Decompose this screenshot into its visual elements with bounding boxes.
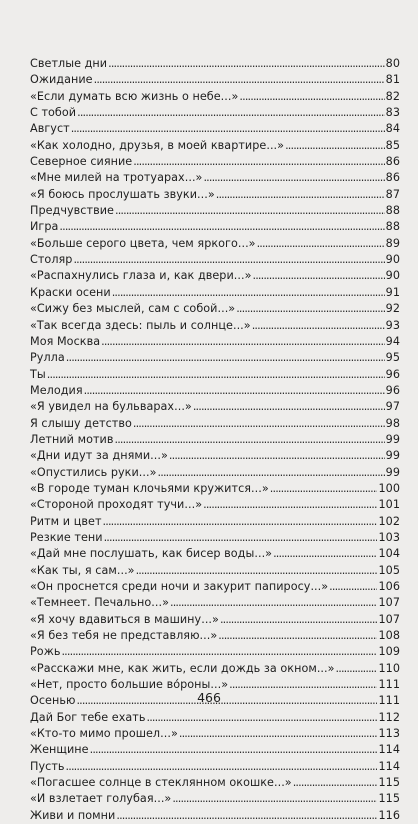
dot-leader: [170, 595, 377, 611]
dot-leader: [47, 367, 385, 383]
toc-entry-title: Мелодия: [30, 383, 83, 397]
toc-entry-title: Женщине: [30, 743, 89, 757]
toc-entry-page: 112: [378, 710, 400, 724]
dot-leader: [329, 579, 377, 595]
toc-entry-title: «Стороной проходят тучи...»: [30, 498, 203, 512]
toc-entry-page: 82: [385, 89, 400, 103]
dot-leader: [61, 644, 377, 660]
dot-leader: [66, 759, 378, 775]
toc-entry: [30, 579, 400, 595]
toc-entry: [30, 775, 400, 791]
toc-entry: [30, 791, 400, 807]
toc-entry: [30, 219, 400, 235]
toc-entry: [30, 252, 400, 268]
toc-entry-title: «Я боюсь прослушать звуки...»: [30, 187, 215, 201]
dot-leader: [115, 432, 385, 448]
toc-entry: [30, 187, 400, 203]
toc-entry-page: 113: [378, 727, 400, 741]
dot-leader: [236, 301, 384, 317]
dot-leader: [218, 628, 377, 644]
dot-leader: [108, 56, 385, 72]
toc-entry: [30, 367, 400, 383]
dot-leader: [71, 121, 385, 137]
toc-entry-title: Живи и помни: [30, 808, 116, 822]
toc-entry-page: 92: [385, 302, 400, 316]
toc-entry-page: 95: [385, 351, 400, 365]
toc-entry-title: «Погасшее солнце в стеклянном окошке...»: [30, 776, 292, 790]
toc-entry-title: Резкие тени: [30, 530, 103, 544]
toc-entry-title: «Дай мне послушать, как бисер воды...»: [30, 547, 273, 561]
toc-entry: [30, 350, 400, 366]
toc-entry-title: Ты: [30, 367, 46, 381]
toc-entry-title: Я слышу детство: [30, 416, 132, 430]
toc-entry: [30, 759, 400, 775]
toc-entry: [30, 448, 400, 464]
toc-entry: [30, 301, 400, 317]
toc-entry-page: 96: [385, 367, 400, 381]
toc-entry-page: 108: [378, 629, 400, 643]
toc-entry-title: Август: [30, 122, 70, 136]
toc-entry: [30, 105, 400, 121]
toc-entry-page: 110: [378, 661, 400, 675]
dot-leader: [73, 252, 384, 268]
toc-entry-title: «Я увидел на бульварах...»: [30, 400, 192, 414]
toc-entry-page: 93: [385, 318, 400, 332]
dot-leader: [336, 661, 378, 677]
dot-leader: [133, 154, 384, 170]
toc-entry: [30, 236, 400, 252]
toc-entry: [30, 644, 400, 660]
toc-entry-page: 91: [385, 285, 400, 299]
toc-entry-title: «Мне милей на тротуарах...»: [30, 171, 203, 185]
toc-entry-page: 107: [378, 612, 400, 626]
toc-entry-title: «Опустились руки...»: [30, 465, 157, 479]
toc-entry-page: 103: [378, 530, 400, 544]
dot-leader: [133, 416, 385, 432]
toc-entry: [30, 89, 400, 105]
toc-entry: [30, 203, 400, 219]
toc-entry-page: 102: [378, 514, 400, 528]
dot-leader: [112, 285, 385, 301]
toc-entry: [30, 465, 400, 481]
toc-entry: [30, 318, 400, 334]
dot-leader: [253, 268, 385, 284]
toc-entry: [30, 268, 400, 284]
toc-entry: [30, 661, 400, 677]
toc-entry: [30, 416, 400, 432]
toc-entry-page: 100: [378, 481, 400, 495]
toc-entry: [30, 154, 400, 170]
toc-entry-page: 109: [378, 645, 400, 659]
dot-leader: [257, 236, 385, 252]
toc-entry-title: «Темнеет. Печально...»: [30, 596, 169, 610]
dot-leader: [285, 138, 385, 154]
toc-entry-page: 97: [385, 400, 400, 414]
toc-entry-page: 89: [385, 236, 400, 250]
dot-leader: [203, 497, 377, 513]
toc-entry-page: 88: [385, 220, 400, 234]
toc-entry-title: Пусть: [30, 759, 65, 773]
toc-entry-page: 106: [378, 580, 400, 593]
toc-entry: [30, 334, 400, 350]
toc-entry-page: 99: [385, 432, 400, 446]
toc-entry-title: Рожь: [30, 645, 61, 659]
toc-entry-page: 90: [385, 269, 400, 283]
dot-leader: [216, 187, 385, 203]
toc-entry-page: 99: [385, 449, 400, 463]
toc-entry-title: Краски осени: [30, 285, 111, 299]
toc-entry-title: «Как ты, я сам...»: [30, 563, 135, 577]
toc-entry: [30, 399, 400, 415]
dot-leader: [270, 481, 378, 497]
dot-leader: [59, 219, 384, 235]
dot-leader: [116, 808, 377, 824]
dot-leader: [84, 383, 385, 399]
dot-leader: [103, 514, 378, 530]
toc-entry: [30, 432, 400, 448]
dot-leader: [77, 105, 385, 121]
toc-entry-title: «Распахнулись глаза и, как двери...»: [30, 269, 252, 283]
toc-entry: [30, 514, 400, 530]
toc-entry-page: 94: [385, 334, 400, 348]
toc-entry: [30, 595, 400, 611]
toc-entry-page: 96: [385, 383, 400, 397]
toc-entry: [30, 808, 400, 824]
toc-entry-page: 116: [378, 808, 400, 822]
table-of-contents: [30, 56, 400, 824]
dot-leader: [293, 775, 378, 791]
dot-leader: [179, 726, 378, 742]
toc-entry-title: Игра: [30, 220, 59, 234]
dot-leader: [66, 350, 385, 366]
toc-entry: [30, 170, 400, 186]
toc-entry-page: 115: [378, 792, 400, 806]
dot-leader: [252, 318, 385, 334]
toc-entry-page: 114: [378, 743, 400, 757]
toc-entry-title: «Он проснется среди ночи и закурит папиросу...»: [30, 580, 329, 593]
dot-leader: [101, 334, 385, 350]
toc-entry-title: С тобой: [30, 106, 77, 120]
toc-entry-title: «Кто-то мимо прошел...»: [30, 727, 178, 741]
toc-entry: [30, 742, 400, 758]
toc-entry-page: 115: [378, 776, 400, 790]
dot-leader: [94, 72, 385, 88]
toc-entry: [30, 546, 400, 562]
toc-entry-page: 86: [385, 155, 400, 169]
toc-entry: [30, 726, 400, 742]
dot-leader: [146, 710, 377, 726]
toc-entry-title: Ожидание: [30, 73, 93, 87]
toc-entry-title: «Так всегда здесь: пыль и солнце...»: [30, 318, 251, 332]
toc-entry: [30, 72, 400, 88]
toc-entry: [30, 383, 400, 399]
toc-entry-title: Дай Бог тебе ехать: [30, 710, 146, 724]
toc-entry-title: «Расскажи мне, как жить, если дождь за окном...»: [30, 661, 335, 675]
toc-entry-title: «Я без тебя не представляю...»: [30, 629, 218, 643]
toc-entry: [30, 138, 400, 154]
toc-entry: [30, 497, 400, 513]
toc-entry-title: «Дни идут за днями...»: [30, 449, 168, 463]
dot-leader: [158, 465, 385, 481]
toc-entry-title: Рулла: [30, 351, 65, 365]
toc-entry-page: 83: [385, 106, 400, 120]
toc-entry-page: 114: [378, 759, 400, 773]
toc-entry-title: Ритм и цвет: [30, 514, 102, 528]
toc-entry-title: «Нет, просто большие во́роны...»: [30, 678, 229, 692]
toc-entry-title: «Как холодно, друзья, в моей квартире...»: [30, 138, 285, 152]
toc-entry: [30, 285, 400, 301]
toc-entry-title: Осенью: [30, 694, 76, 708]
toc-entry-page: 111: [378, 694, 400, 708]
dot-leader: [104, 530, 378, 546]
page-number: 466: [197, 690, 221, 705]
toc-entry-page: 80: [385, 57, 400, 70]
dot-leader: [239, 89, 384, 105]
toc-entry: [30, 563, 400, 579]
toc-entry-title: Летний мотив: [30, 432, 114, 446]
toc-entry-title: «Я хочу вдавиться в машину...»: [30, 612, 219, 626]
toc-entry-page: 90: [385, 253, 400, 267]
dot-leader: [90, 742, 378, 758]
toc-entry: [30, 530, 400, 546]
toc-entry-title: Северное сияние: [30, 155, 133, 169]
dot-leader: [169, 448, 385, 464]
toc-entry-page: 98: [385, 416, 400, 430]
toc-entry-page: 105: [378, 563, 400, 577]
dot-leader: [273, 546, 377, 562]
toc-entry-title: «И взлетает голубая...»: [30, 792, 172, 806]
toc-entry-title: «Больше серого цвета, чем яркого...»: [30, 236, 256, 250]
toc-entry-title: «В городе туман клочьями кружится...»: [30, 481, 269, 495]
toc-entry: [30, 481, 400, 497]
dot-leader: [136, 563, 378, 579]
toc-entry-title: Столяр: [30, 253, 73, 267]
toc-entry-page: 107: [378, 596, 400, 610]
toc-entry-page: 104: [378, 547, 400, 561]
dot-leader: [193, 399, 385, 415]
toc-entry-page: 88: [385, 204, 400, 218]
toc-entry: [30, 628, 400, 644]
toc-entry-title: «Сижу без мыслей, сам с собой...»: [30, 302, 236, 316]
toc-entry-page: 111: [378, 678, 400, 692]
dot-leader: [172, 791, 377, 807]
toc-entry-title: Светлые дни: [30, 57, 108, 70]
dot-leader: [220, 612, 378, 628]
toc-entry: [30, 121, 400, 137]
toc-entry: [30, 612, 400, 628]
toc-entry-page: 84: [385, 122, 400, 136]
toc-entry-page: 81: [385, 73, 400, 87]
toc-entry-title: Предчувствие: [30, 204, 114, 218]
toc-entry-page: 85: [385, 138, 400, 152]
dot-leader: [203, 170, 384, 186]
toc-entry-title: «Если думать всю жизнь о небе...»: [30, 89, 239, 103]
toc-entry-title: Моя Москва: [30, 334, 101, 348]
toc-entry-page: 99: [385, 465, 400, 479]
toc-entry: [30, 56, 400, 72]
dot-leader: [115, 203, 385, 219]
toc-entry-page: 101: [378, 498, 400, 512]
toc-entry-page: 86: [385, 171, 400, 185]
toc-entry: [30, 710, 400, 726]
toc-entry-page: 87: [385, 187, 400, 201]
